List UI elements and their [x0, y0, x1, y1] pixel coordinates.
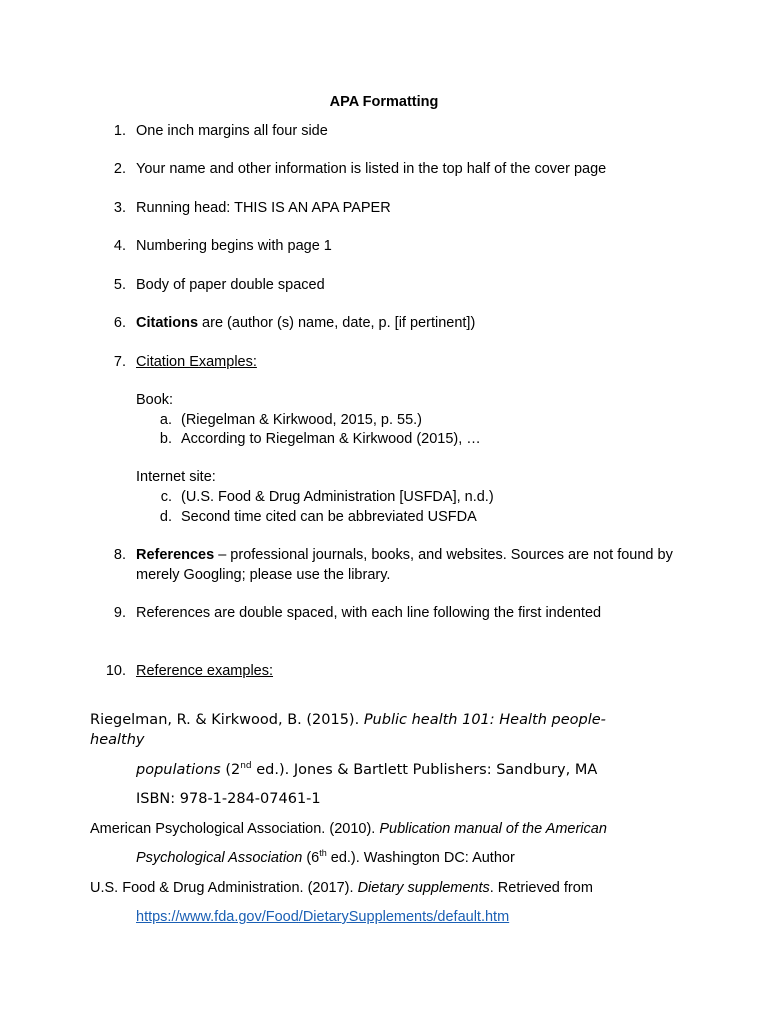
book-example-b: According to Riegelman & Kirkwood (2015), … [181, 431, 481, 447]
book-example-a: (Riegelman & Kirkwood, 2015, p. 55.) [181, 412, 422, 428]
reference-2-author: American Psychological Association. (2010). [90, 821, 380, 837]
reference-2-line-2 [136, 848, 515, 868]
item-number-2: 2. [113, 161, 126, 177]
references-definition: – professional journals, books, and websites. Sources are not found by merely Googling; please use the library. [136, 547, 673, 583]
references-term: References [136, 547, 215, 563]
item-number-9: 9. [113, 605, 126, 621]
item-text-7: Citation Examples: [136, 354, 257, 370]
page-title: APA Formatting [329, 94, 439, 110]
item-text-2: Your name and other information is listed in the top half of the cover page [136, 161, 607, 177]
reference-1-title-end: populations [136, 762, 221, 778]
reference-2-edition-suffix: th [319, 848, 327, 859]
internet-example-d: Second time cited can be abbreviated USFDA [181, 509, 477, 525]
book-letter-a: a. [159, 412, 172, 428]
item-number-5: 5. [113, 277, 126, 293]
item-text-10: Reference examples: [136, 663, 274, 679]
reference-2-publisher: ed.). Washington DC: Author [326, 850, 515, 866]
item-number-6: 6. [113, 315, 126, 331]
item-text-4: Numbering begins with page 1 [136, 238, 332, 254]
book-letter-b: b. [159, 431, 172, 447]
item-text-8 [136, 545, 681, 585]
reference-1-publisher: ed.). Jones & Bartlett Publishers: Sandbury, MA [251, 762, 598, 778]
item-number-4: 4. [113, 238, 126, 254]
reference-3-author: U.S. Food & Drug Administration. (2017). [90, 880, 358, 896]
reference-1-edition: (2 [220, 762, 241, 778]
reference-2-edition: (6 [302, 850, 320, 866]
reference-3-title: Dietary supplements [357, 880, 490, 896]
item-text-3: Running head: THIS IS AN APA PAPER [136, 200, 391, 216]
item-number-1: 1. [113, 123, 126, 139]
item-text-9: References are double spaced, with each line following the first indented [136, 605, 602, 621]
item-number-8: 8. [113, 547, 126, 563]
internet-example-c: (U.S. Food & Drug Administration [USFDA], n.d.) [181, 489, 494, 505]
reference-3-line-1 [90, 878, 593, 898]
internet-label: Internet site: [136, 469, 216, 485]
item-number-3: 3. [113, 200, 126, 216]
reference-3-url-link[interactable]: https://www.fda.gov/Food/DietarySupplements/default.htm [136, 909, 510, 925]
reference-2-line-1 [90, 819, 607, 839]
reference-1-isbn: ISBN: 978-1-284-07461-1 [136, 791, 321, 807]
item-number-10: 10. [105, 663, 126, 679]
citations-definition: are (author (s) name, date, p. [if pertinent]) [198, 315, 476, 331]
reference-2-title-end: Psychological Association [136, 850, 303, 866]
book-label: Book: [136, 392, 174, 408]
reference-1-line-1 [90, 710, 606, 730]
item-text-5: Body of paper double spaced [136, 277, 325, 293]
item-text-6 [136, 313, 475, 333]
internet-letter-d: d. [159, 509, 172, 525]
citations-term: Citations [136, 315, 199, 331]
reference-3-retrieved: . Retrieved from [489, 880, 593, 896]
reference-1-title: Public health 101: Health people- [363, 712, 606, 728]
reference-1-line-2: healthy [90, 732, 145, 748]
item-text-1: One inch margins all four side [136, 123, 328, 139]
internet-letter-c: c. [160, 489, 172, 505]
reference-1-authors: Riegelman, R. & Kirkwood, B. (2015). [90, 712, 364, 728]
reference-3-line-2 [136, 907, 509, 927]
reference-1-line-3 [136, 760, 597, 780]
reference-1-edition-suffix: nd [240, 761, 252, 772]
reference-2-title: Publication manual of the American [379, 821, 607, 837]
item-number-7: 7. [113, 354, 126, 370]
